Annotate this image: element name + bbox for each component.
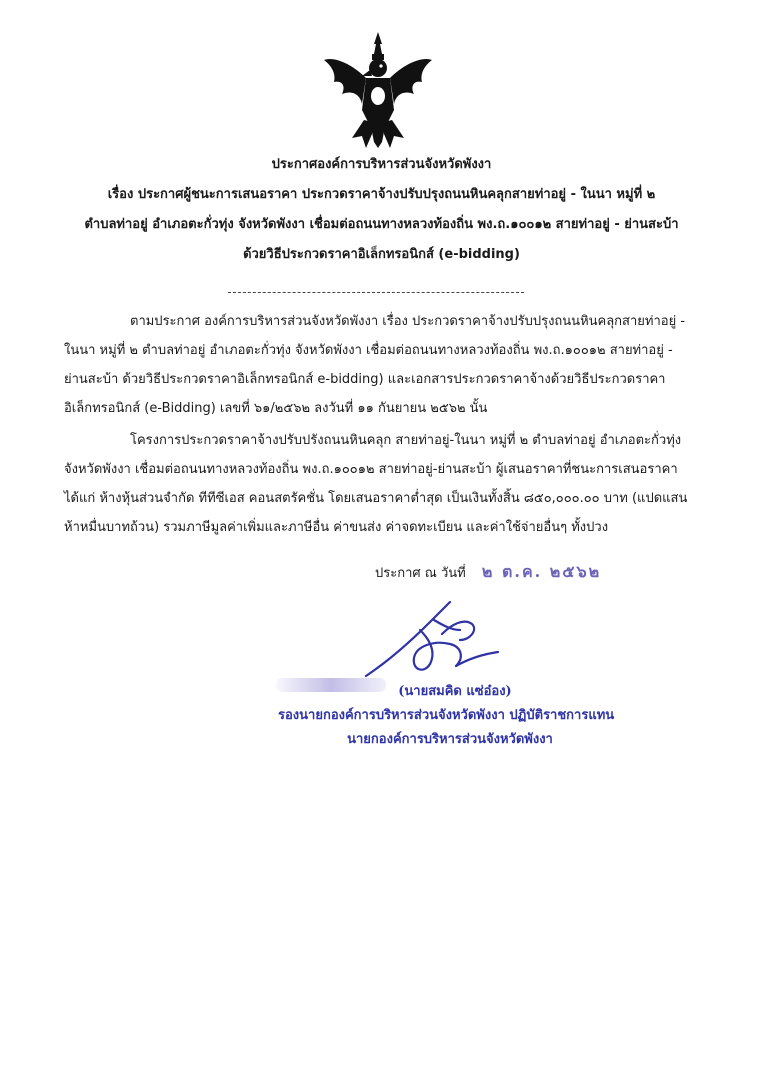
issuer-line: ประกาศองค์การบริหารส่วนจังหวัดพังงา xyxy=(271,157,492,172)
paragraph-2 xyxy=(64,426,688,542)
paragraph-line: ในนา หมู่ที่ ๒ ตำบลท่าอยู่ อำเภอตะกั่วทุ่ง จังหวัดพังงา เชื่อมต่อถนนทางหลวงท้องถิ่น พง.ถ.๑๐๐๑๒ สายท่าอยู่ - xyxy=(64,343,673,358)
paragraph-line: จังหวัดพังงา เชื่อมต่อถนนทางหลวงท้องถิ่น พง.ถ.๑๐๐๑๒ สายท่าอยู่-ย่านสะบ้า ผู้เสนอราคาที่ชนะการเสนอราคา xyxy=(64,462,678,477)
document-body xyxy=(64,307,688,545)
date-stamp: ๒ ต.ค. ๒๕๖๒ xyxy=(481,562,602,581)
paragraph-line: ได้แก่ ห้างหุ้นส่วนจำกัด ทีทีซีเอส คอนสตรัคชั่น โดยเสนอราคาต่ำสุด เป็นเงินทั้งสิ้น ๘๕๐,๐๐๐.๐๐ บาท (แปดแสน xyxy=(64,491,688,506)
paragraph-1 xyxy=(64,307,684,423)
handwritten-signature xyxy=(360,600,510,682)
document-header xyxy=(40,150,723,270)
announcement-date xyxy=(375,560,601,585)
divider xyxy=(228,292,524,293)
signer-position-2: นายกองค์การบริหารส่วนจังหวัดพังงา xyxy=(347,732,553,747)
signer-name: (นายสมคิด แซ่อ๋อง) xyxy=(398,684,512,699)
paragraph-line: ย่านสะบ้า ด้วยวิธีประกวดราคาอิเล็กทรอนิกส์ e-bidding) และเอกสารประกวดราคาจ้างด้วยวิธีประกวดราคา xyxy=(64,372,666,387)
paragraph-line: โครงการประกวดราคาจ้างปรับปรังถนนหินคลุก สายท่าอยู่-ในนา หมู่ที่ ๒ ตำบลท่าอยู่ อำเภอตะกั่วทุ่ง xyxy=(130,433,682,448)
subject-line-3: ด้วยวิธีประกวดราคาอิเล็กทรอนิกส์ (e-bidding) xyxy=(243,247,520,262)
paragraph-line: ตามประกาศ องค์การบริหารส่วนจังหวัดพังงา เรื่อง ประกวดราคาจ้างปรับปรุงถนนหินคลุกสายท่าอยู่ - xyxy=(130,314,686,329)
announce-label: ประกาศ ณ วันที่ xyxy=(375,566,466,581)
subject-line-2: ตำบลท่าอยู่ อำเภอตะกั่วทุ่ง จังหวัดพังงา เชื่อมต่อถนนทางหลวงท้องถิ่น พง.ถ.๑๐๐๑๒ สายท่าอยู่ - ย่านสะบ้า xyxy=(84,217,679,232)
paragraph-line: ห้าหมื่นบาทถ้วน) รวมภาษีมูลค่าเพิ่มและภาษีอื่น ค่าขนส่ง ค่าจดทะเบียน และค่าใช้จ่ายอื่นๆ ทั้งปวง xyxy=(64,520,609,535)
signer-position: รองนายกองค์การบริหารส่วนจังหวัดพังงา ปฏิบัติราชการแทน xyxy=(278,708,615,723)
paragraph-line: อิเล็กทรอนิกส์ (e-Bidding) เลขที่ ๖๑/๒๕๖๒ ลงวันที่ ๑๑ กันยายน ๒๕๖๒ นั้น xyxy=(64,401,488,416)
subject-line: เรื่อง ประกาศผู้ชนะการเสนอราคา ประกวดราคาจ้างปรับปรุงถนนหินคลุกสายท่าอยู่ - ในนา หมู่ที่ ๒ xyxy=(107,187,656,202)
signature-block xyxy=(250,680,650,752)
garuda-emblem xyxy=(322,30,434,152)
